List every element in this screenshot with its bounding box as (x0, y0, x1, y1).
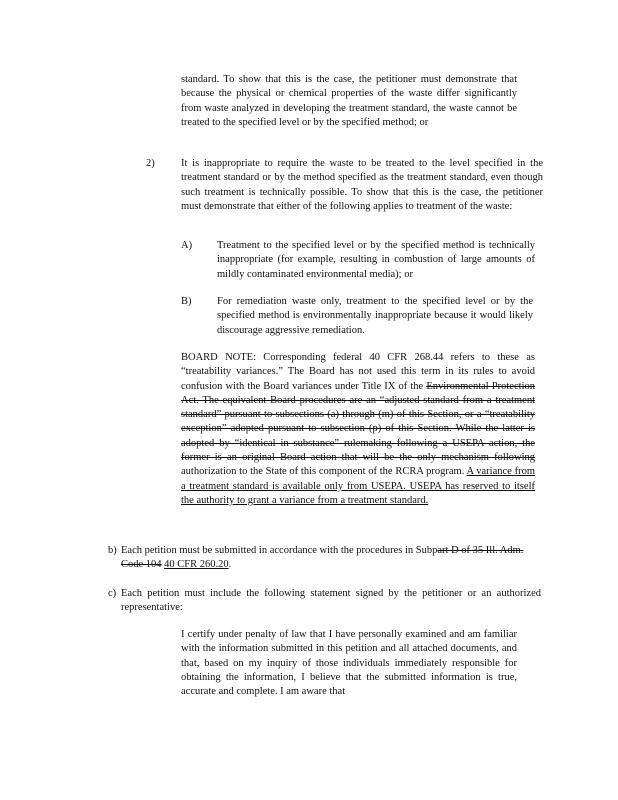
board-note-struck: Environmental Protection Act. The equivalent Board procedures are an “adjusted standard from a treatment standard” pursuant to subsections (a) through (m) of this Section, or a “treatability exception” adopted pursuant to subsection (p) of this Section. While the latter is adopted by “identical in substance” rulemaking following a USEPA action, the former is an original Board action that will be the only mechanism following (181, 380, 535, 464)
item-b-underlined: 40 CFR 260.20 (164, 559, 229, 571)
board-note-plain: authorization to the State of this component of the RCRA program. (181, 466, 467, 478)
item-b-upper-text: For remediation waste only, treatment to the specified level or by the specified method is environmentally inappropriate because it would likely discourage aggressive remediation. (217, 296, 533, 336)
item-2-number: 2) (146, 158, 155, 169)
item-a-text: Treatment to the specified level or by the specified method is technically inappropriate (for example, resulting in combustion of large amounts of mildly contaminated environmental media); or (217, 240, 535, 280)
item-b-text-b: . (228, 559, 232, 571)
certification-statement: I certify under penalty of law that I have personally examined and am familiar with the information submitted in this petition and all attached documents, and that, based on my inquiry of those individuals immediately responsible for obtaining the information, I believe that the submitted information is true, accurate and complete. I am aware that (181, 629, 517, 698)
board-note (181, 351, 535, 508)
item-c-label: c) (108, 588, 117, 599)
item-c-text: Each petition must include the following statement signed by the petitioner or an authorized representative: (121, 588, 541, 614)
item-b-label: b) (108, 545, 117, 556)
item-b-text (121, 544, 541, 573)
board-note-underlined: A variance from a treatment standard is available only from USEPA. USEPA has reserved to itself the authority to grant a variance from a treatment standard. (181, 466, 535, 506)
item-b-text-a: Each petition must be submitted in accordance with the procedures in Subp (121, 545, 438, 556)
item-a-label: A) (181, 240, 193, 251)
item-2-text: It is inappropriate to require the waste to be treated to the level specified in the treatment standard or by the method specified as the treatment standard, even though such treatment is technically possible. To show that this is the case, the petitioner must demonstrate that either of the following applies to treatment of the waste: (181, 158, 543, 212)
item-b-upper-label: B) (181, 296, 192, 307)
item-b-struck: art D of 35 Ill. Adm. Code 104 (121, 545, 524, 571)
board-note-lead: BOARD NOTE: Corresponding federal 40 CFR 268.44 refers to these as “treatability variances.” The Board has not used this term in its rules to avoid confusion with the Board variances under Title IX of the (181, 352, 535, 392)
paragraph-continued: standard. To show that this is the case, the petitioner must demonstrate that because the physical or chemical properties of the waste differ significantly from waste analyzed in developing the treatment standard, the waste cannot be treated to the specified level or by the specified method; or (181, 74, 517, 128)
